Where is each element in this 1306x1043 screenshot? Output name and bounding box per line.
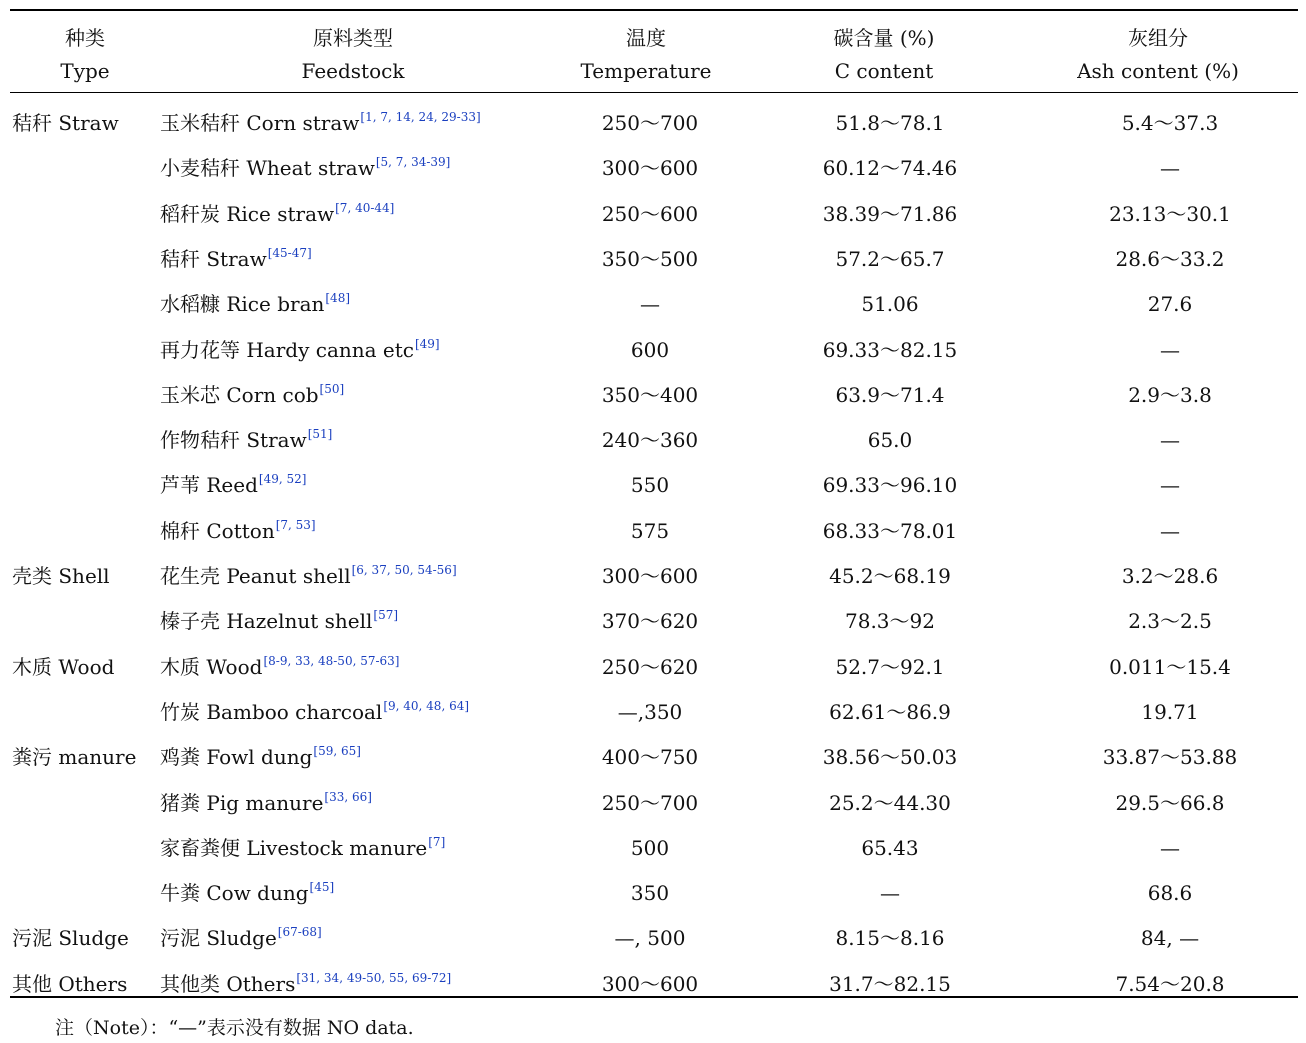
feedstock-name: 芦苇 Reed <box>160 473 258 498</box>
ash-cell: — <box>1160 428 1180 453</box>
ash-cell: 2.3～2.5 <box>1128 609 1212 634</box>
header-temperature-en: Temperature <box>580 59 712 83</box>
citation-link[interactable]: [6, 37, 50, 54-56] <box>351 563 457 577</box>
feedstock-name: 秸秆 Straw <box>160 246 267 271</box>
type-cell: 秸秆 Straw <box>12 111 119 135</box>
feedstock-cell <box>160 328 440 372</box>
feedstock-cell <box>160 916 322 960</box>
carbon-cell: 68.33～78.01 <box>822 518 958 543</box>
header-rule <box>10 92 1298 93</box>
header-type-en: Type <box>60 59 110 83</box>
carbon-cell: 60.12～74.46 <box>822 156 958 181</box>
ash-cell: — <box>1160 337 1180 362</box>
temperature-cell: — <box>640 292 660 317</box>
header-ash-zh: 灰组分 <box>1128 26 1188 50</box>
carbon-cell: 45.2～68.19 <box>829 564 951 588</box>
citation-link[interactable]: [48] <box>325 291 351 306</box>
citation-link[interactable]: [8-9, 33, 48-50, 57-63] <box>263 653 400 668</box>
table-row <box>0 146 1306 190</box>
table-note: 注（Note）：“—”表示没有数据 NO data. <box>55 1017 414 1039</box>
carbon-cell: 52.7～92.1 <box>835 654 945 679</box>
feedstock-cell <box>160 509 316 553</box>
carbon-cell: 51.8～78.1 <box>835 111 945 135</box>
feedstock-name: 竹炭 Bamboo charcoal <box>160 699 383 724</box>
header-ash-en: Ash content (%) <box>1077 59 1239 83</box>
ash-cell: 68.6 <box>1147 881 1193 906</box>
ash-cell: 5.4～37.3 <box>1121 111 1219 135</box>
carbon-cell: 8.15～8.16 <box>835 926 945 951</box>
feedstock-cell <box>160 599 398 643</box>
citation-link[interactable]: [59, 65] <box>313 744 361 759</box>
ash-cell: 2.9～3.8 <box>1128 382 1212 407</box>
carbon-cell: 57.2～65.7 <box>835 246 945 271</box>
type-cell: 壳类 Shell <box>12 564 110 588</box>
feedstock-name: 玉米芯 Corn cob <box>160 382 319 407</box>
ash-cell: — <box>1160 156 1180 181</box>
table-row <box>0 373 1306 417</box>
citation-link[interactable]: [51] <box>307 427 333 442</box>
header-ash <box>1058 22 1258 88</box>
feedstock-name: 牛粪 Cow dung <box>160 881 309 906</box>
table-row <box>0 554 1306 598</box>
table-row <box>0 418 1306 462</box>
table-row <box>0 645 1306 689</box>
feedstock-cell <box>160 826 445 870</box>
citation-link[interactable]: [50] <box>319 381 345 396</box>
temperature-cell: 500 <box>630 835 670 860</box>
ash-cell: 84, — <box>1140 926 1200 951</box>
temperature-cell: 300～600 <box>601 564 699 588</box>
temperature-cell: 250～620 <box>601 654 699 679</box>
table-row <box>0 871 1306 915</box>
header-temperature <box>546 22 746 88</box>
feedstock-name: 水稻糠 Rice bran <box>160 292 325 317</box>
citation-link[interactable]: [31, 34, 49-50, 55, 69-72] <box>296 970 452 985</box>
feedstock-cell <box>160 690 469 734</box>
citation-link[interactable]: [1, 7, 14, 24, 29-33] <box>360 110 481 124</box>
carbon-cell: 63.9～71.4 <box>835 382 945 407</box>
table-row <box>0 237 1306 281</box>
feedstock-name: 作物秸秆 Straw <box>160 428 307 453</box>
ash-cell: 29.5～66.8 <box>1115 790 1225 815</box>
table-row <box>0 282 1306 326</box>
citation-link[interactable]: [33, 66] <box>324 789 372 804</box>
ash-cell: — <box>1160 835 1180 860</box>
feedstock-cell <box>160 735 361 779</box>
feedstock-cell <box>160 192 394 236</box>
carbon-cell: 65.43 <box>861 835 919 860</box>
feedstock-cell <box>160 418 332 462</box>
type-cell: 木质 Wood <box>12 654 115 679</box>
carbon-cell: 65.0 <box>867 428 913 453</box>
feedstock-cell <box>160 645 399 689</box>
citation-link[interactable]: [45] <box>309 880 335 895</box>
temperature-cell: 350～400 <box>601 382 699 407</box>
citation-link[interactable]: [9, 40, 48, 64] <box>383 698 470 713</box>
header-feedstock-en: Feedstock <box>301 59 405 83</box>
feedstock-name: 稻秆炭 Rice straw <box>160 201 335 226</box>
table-row <box>0 916 1306 960</box>
carbon-cell: 38.56～50.03 <box>822 745 958 770</box>
ash-cell: — <box>1160 473 1180 498</box>
carbon-cell: 62.61～86.9 <box>829 699 951 724</box>
header-carbon <box>784 22 984 88</box>
feedstock-cell <box>160 871 334 915</box>
type-cell: 污泥 Sludge <box>12 926 129 951</box>
carbon-cell: 51.06 <box>861 292 919 317</box>
feedstock-name: 鸡粪 Fowl dung <box>160 745 313 770</box>
header-feedstock-zh: 原料类型 <box>313 26 393 50</box>
top-rule <box>10 9 1298 11</box>
ash-cell: 3.2～28.6 <box>1121 564 1219 588</box>
carbon-cell: 25.2～44.30 <box>829 790 951 815</box>
table-row <box>0 101 1306 145</box>
feedstock-name: 其他类 Others <box>160 971 296 996</box>
table-row <box>0 509 1306 553</box>
table-row <box>0 328 1306 372</box>
feedstock-name: 家畜粪便 Livestock manure <box>160 835 428 860</box>
carbon-cell: — <box>880 881 900 906</box>
carbon-cell: 69.33～82.15 <box>822 337 958 362</box>
temperature-cell: 240～360 <box>601 428 699 453</box>
temperature-cell: 400～750 <box>601 745 699 770</box>
carbon-cell: 38.39～71.86 <box>822 201 958 226</box>
citation-link[interactable]: [5, 7, 34-39] <box>375 155 451 170</box>
citation-link[interactable]: [7, 40-44] <box>335 200 395 215</box>
citation-link[interactable]: [7, 53] <box>275 517 316 532</box>
citation-link[interactable]: [45-47] <box>267 245 312 260</box>
citation-link[interactable]: [49] <box>414 336 440 351</box>
feedstock-name: 榛子壳 Hazelnut shell <box>160 609 373 634</box>
ash-cell: 23.13～30.1 <box>1109 201 1231 226</box>
ash-cell: 28.6～33.2 <box>1115 246 1225 271</box>
header-feedstock <box>253 22 453 88</box>
temperature-cell: 300～600 <box>601 156 699 181</box>
feedstock-name: 污泥 Sludge <box>160 926 277 951</box>
temperature-cell: 550 <box>630 473 670 498</box>
table-row <box>0 463 1306 507</box>
header-type-zh: 种类 <box>65 26 105 50</box>
feedstock-cell <box>160 463 306 507</box>
table-row <box>0 735 1306 779</box>
temperature-cell: 250～700 <box>601 790 699 815</box>
temperature-cell: 350 <box>630 881 670 906</box>
feedstock-cell <box>160 962 451 1006</box>
feedstock-name: 木质 Wood <box>160 654 263 679</box>
feedstock-name: 再力花等 Hardy canna etc <box>160 337 414 362</box>
feedstock-cell <box>160 282 350 326</box>
feedstock-name: 玉米秸秆 Corn straw <box>160 111 360 135</box>
temperature-cell: 370～620 <box>601 609 699 634</box>
temperature-cell: 350～500 <box>601 246 699 271</box>
feedstock-cell <box>160 781 372 825</box>
header-carbon-zh: 碳含量 (%) <box>833 26 935 50</box>
citation-link[interactable]: [49, 52] <box>258 472 307 487</box>
bottom-rule <box>10 996 1298 998</box>
ash-cell: 33.87～53.88 <box>1102 745 1238 770</box>
carbon-cell: 69.33～96.10 <box>822 473 958 498</box>
citation-link[interactable]: [67-68] <box>277 925 322 940</box>
feedstock-cell <box>160 101 481 145</box>
feedstock-name: 棉秆 Cotton <box>160 518 275 543</box>
feedstock-cell <box>160 237 312 281</box>
temperature-cell: 600 <box>630 337 670 362</box>
feedstock-name: 花生壳 Peanut shell <box>160 564 351 588</box>
feedstock-name: 猪粪 Pig manure <box>160 790 324 815</box>
temperature-cell: —,350 <box>617 699 683 724</box>
feedstock-cell <box>160 373 344 417</box>
feedstock-cell <box>160 146 450 190</box>
table-row <box>0 962 1306 1006</box>
type-cell: 其他 Others <box>12 971 128 996</box>
header-carbon-en: C content <box>834 59 934 83</box>
table-row <box>0 690 1306 734</box>
feedstock-name: 小麦秸秆 Wheat straw <box>160 156 375 181</box>
temperature-cell: 300～600 <box>601 971 699 996</box>
ash-cell: 19.71 <box>1141 699 1199 724</box>
ash-cell: 0.011～15.4 <box>1109 654 1231 679</box>
citation-link[interactable]: [57] <box>373 608 399 623</box>
carbon-cell: 31.7～82.15 <box>829 971 951 996</box>
header-temperature-zh: 温度 <box>626 26 666 50</box>
ash-cell: 7.54～20.8 <box>1115 971 1225 996</box>
ash-cell: 27.6 <box>1147 292 1193 317</box>
feedstock-cell <box>160 554 457 598</box>
carbon-cell: 78.3～92 <box>845 609 935 634</box>
citation-link[interactable]: [7] <box>428 834 446 849</box>
temperature-cell: 575 <box>630 518 670 543</box>
ash-cell: — <box>1160 518 1180 543</box>
header-type <box>25 22 145 88</box>
type-cell: 粪污 manure <box>12 745 137 770</box>
table-row <box>0 826 1306 870</box>
table-row <box>0 599 1306 643</box>
table-row <box>0 781 1306 825</box>
temperature-cell: 250～600 <box>601 201 699 226</box>
temperature-cell: 250～700 <box>601 111 699 135</box>
table-row <box>0 192 1306 236</box>
temperature-cell: —, 500 <box>614 926 686 951</box>
